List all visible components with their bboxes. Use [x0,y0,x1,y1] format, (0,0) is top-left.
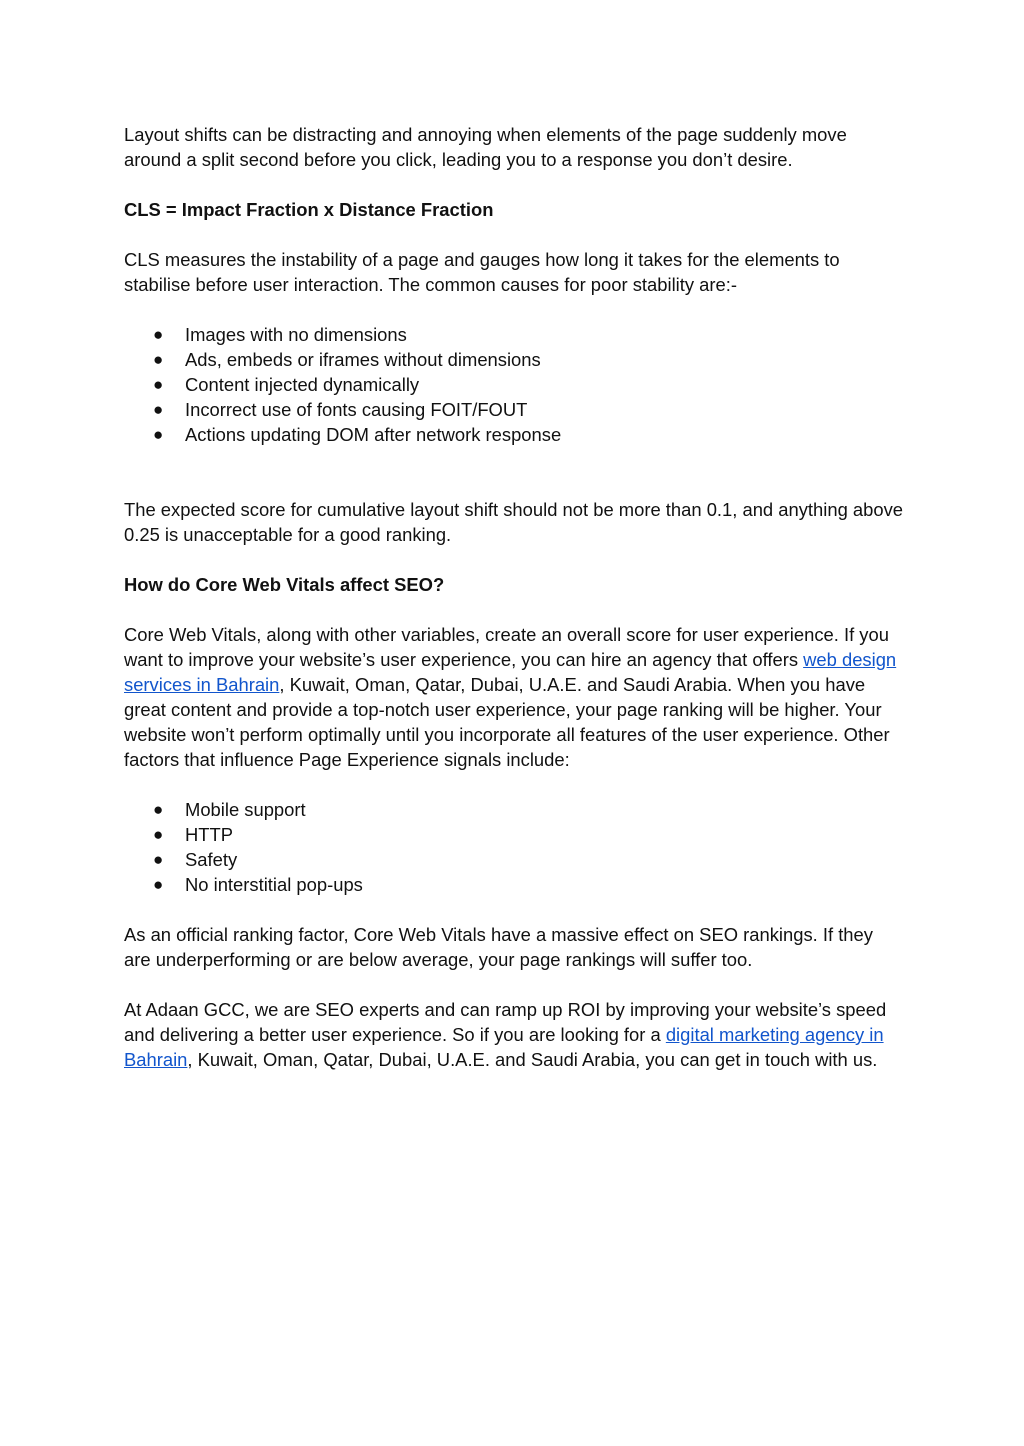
list-item-text: Mobile support [185,799,306,820]
bullet-icon: ● [153,325,164,344]
list-item [124,322,904,347]
list-item [124,822,904,847]
causes-list [124,322,904,447]
list-item [124,422,904,447]
seo-text-before-link: Core Web Vitals, along with other variables, create an overall score for user experience. If you want to improve your website’s user experience, you can hire an agency that offers [124,624,889,670]
bullet-icon: ● [153,375,164,394]
list-item-text: No interstitial pop-ups [185,874,363,895]
factors-list [124,797,904,897]
bullet-icon: ● [153,825,164,844]
list-item [124,847,904,872]
list-item-text: HTTP [185,824,234,845]
list-item [124,872,904,897]
score-paragraph: The expected score for cumulative layout shift should not be more than 0.1, and anything above 0.25 is unacceptable for a good ranking. [124,499,904,545]
seo-text-after-link: , Kuwait, Oman, Qatar, Dubai, U.A.E. and Saudi Arabia. When you have great content and provide a top-notch user experience, your page ranking will be higher. Your website won’t perform optimally until you incorporate all features of the user experience. Other factors that influence Page Experience signals include: [124,674,890,770]
bullet-icon: ● [153,425,164,444]
closing-paragraph [124,997,904,1072]
list-item [124,797,904,822]
list-item-text: Incorrect use of fonts causing FOIT/FOUT [185,399,528,420]
document-page [124,122,904,1097]
list-item-text: Ads, embeds or iframes without dimensions [185,349,541,370]
intro-paragraph: Layout shifts can be distracting and annoying when elements of the page suddenly move around a split second before you click, leading you to a response you don’t desire. [124,124,847,170]
bullet-icon: ● [153,400,164,419]
web-design-services-link[interactable]: web design services in Bahrain [124,649,897,695]
seo-heading: How do Core Web Vitals affect SEO? [124,574,445,595]
bullet-icon: ● [153,850,164,869]
bullet-icon: ● [153,875,164,894]
list-item-text: Actions updating DOM after network response [185,424,562,445]
list-item [124,347,904,372]
digital-marketing-agency-link[interactable]: digital marketing agency in Bahrain [124,1024,884,1070]
list-item [124,397,904,422]
closing-text-before-link: At Adaan GCC, we are SEO experts and can ramp up ROI by improving your website’s speed and delivering a better user experience. So if you are looking for a [124,999,887,1045]
list-item [124,372,904,397]
cls-description-paragraph: CLS measures the instability of a page and gauges how long it takes for the elements to stabilise before user interaction. The common causes for poor stability are:- [124,249,840,295]
cls-formula-heading: CLS = Impact Fraction x Distance Fraction [124,199,494,220]
seo-paragraph [124,622,904,772]
list-item-text: Safety [185,849,238,870]
bullet-icon: ● [153,350,164,369]
list-item-text: Content injected dynamically [185,374,420,395]
bullet-icon: ● [153,800,164,819]
list-item-text: Images with no dimensions [185,324,407,345]
ranking-paragraph: As an official ranking factor, Core Web Vitals have a massive effect on SEO rankings. If they are underperforming or are below average, your page rankings will suffer too. [124,924,873,970]
closing-text-after-link: , Kuwait, Oman, Qatar, Dubai, U.A.E. and Saudi Arabia, you can get in touch with us. [187,1049,878,1070]
